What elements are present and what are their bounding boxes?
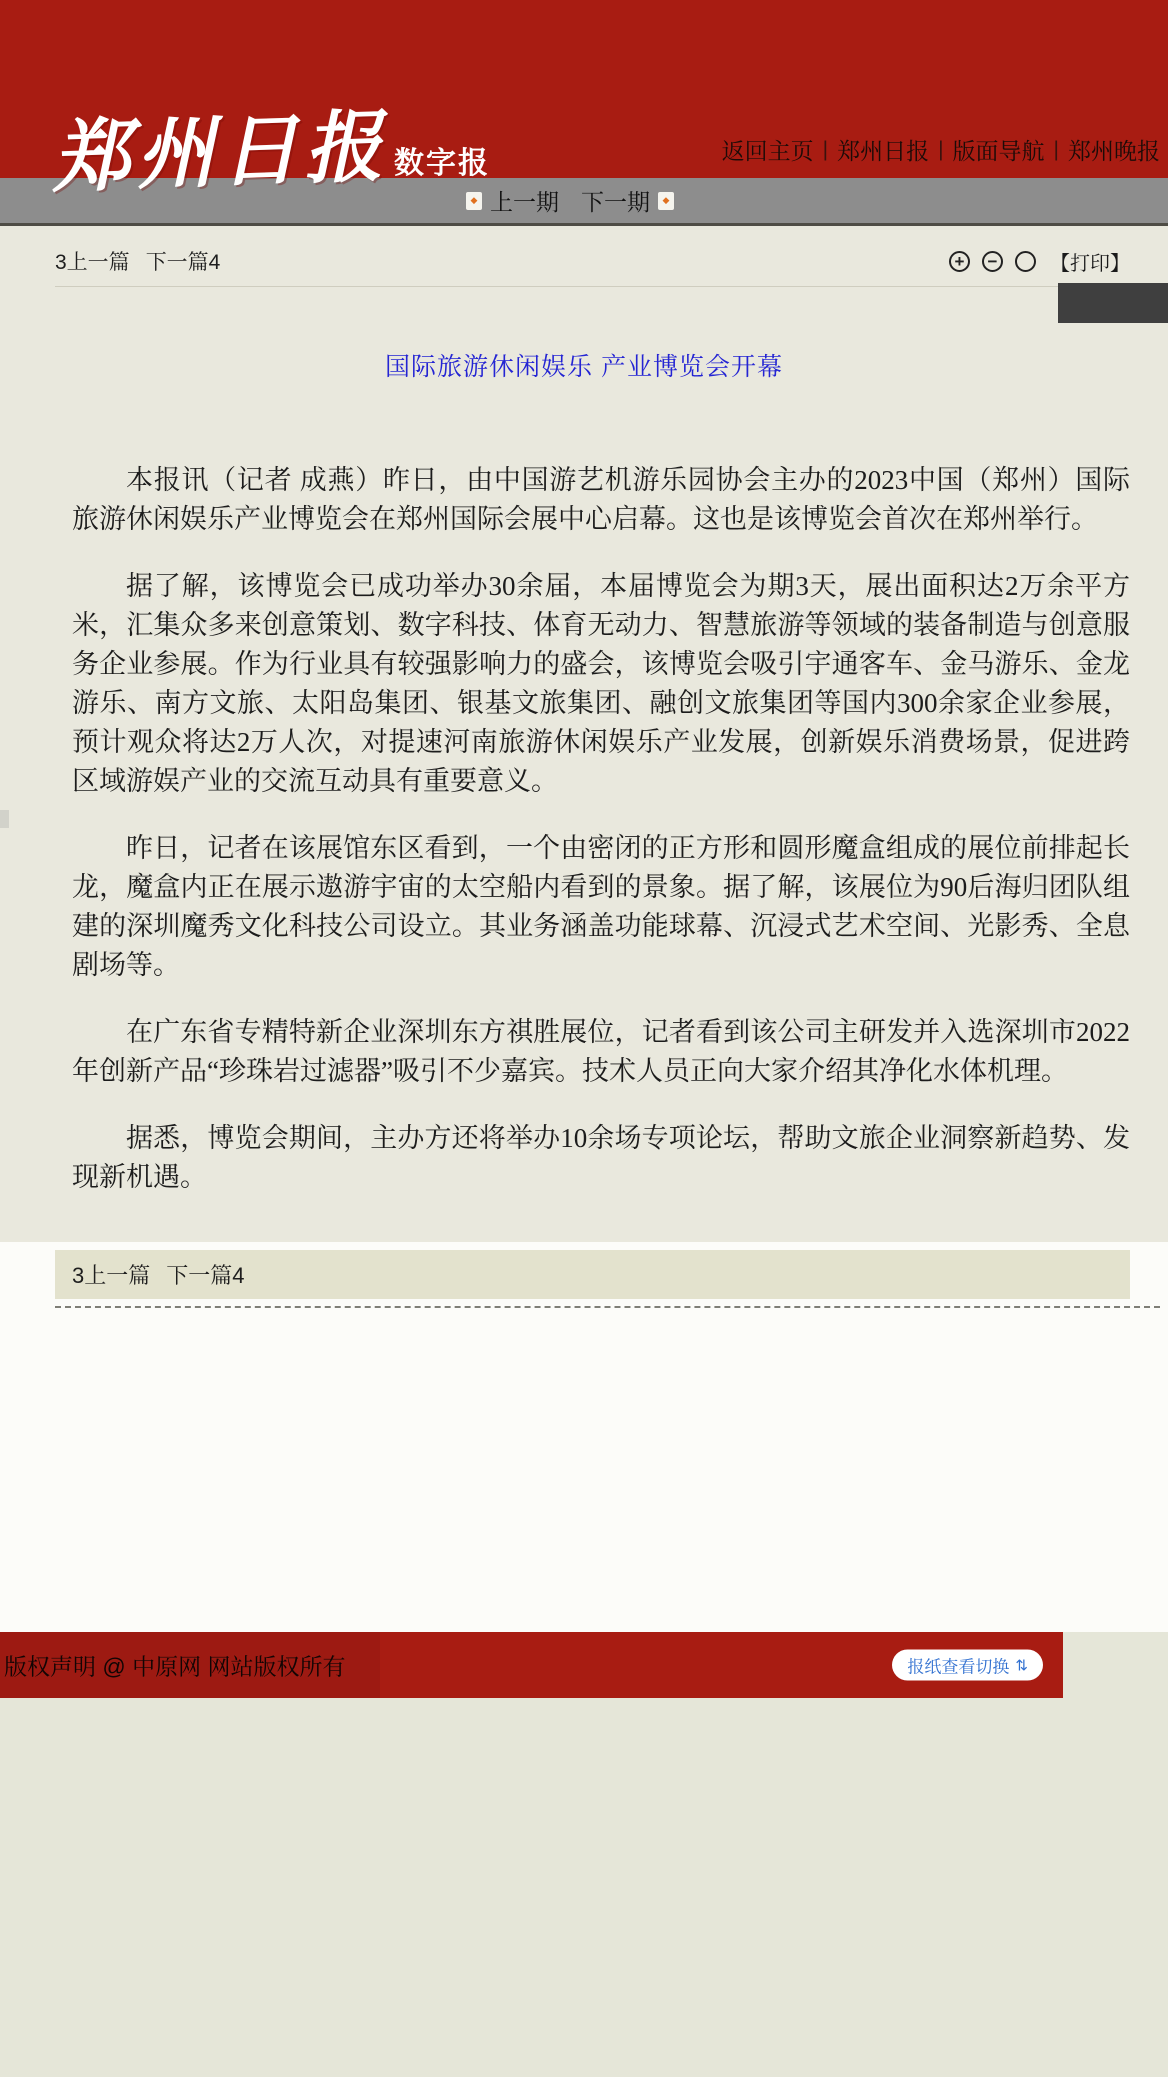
article-paragraph: 在广东省专精特新企业深圳东方祺胜展位，记者看到该公司主研发并入选深圳市2022年创新产品“珍珠岩过滤器”吸引不少嘉宾。技术人员正向大家介绍其净化水体机理。 xyxy=(72,1017,1130,1086)
article-body xyxy=(0,461,1168,1197)
nav-link-page-directory[interactable]: 版面导航 xyxy=(952,138,1045,164)
copyright-text: 版权声明 @ 中原网 网站版权所有 xyxy=(4,1653,346,1680)
zoom-in-icon[interactable]: + xyxy=(949,251,970,272)
nav-link-zhengzhou-daily[interactable]: 郑州日报 xyxy=(837,138,930,164)
digital-edition-label: 数字报 xyxy=(394,147,491,180)
nav-separator: | xyxy=(938,137,944,161)
nav-link-evening-paper[interactable]: 郑州晚报 xyxy=(1068,138,1160,164)
prev-issue-link[interactable]: 上一期 xyxy=(490,189,559,215)
article-area xyxy=(0,226,1168,1242)
footer-bar xyxy=(0,1632,1063,1698)
page-edge-tab xyxy=(0,810,9,828)
lower-zone xyxy=(0,1242,1168,1632)
toolbar-divider xyxy=(55,286,1128,287)
paper-view-switch-button[interactable] xyxy=(892,1650,1043,1681)
prev-article-link-bottom[interactable]: 3上一篇 xyxy=(72,1263,151,1288)
article-paragraph: 据了解，该博览会已成功举办30余届，本届博览会为期3天，展出面积达2万余平方米，汇集众多来创意策划、数字科技、体育无动力、智慧旅游等领域的装备制造与创意服务企业参展。作为行业具有较强影响力的盛会，该博览会吸引宇通客车、金马游乐、金龙游乐、南方文旅、太阳岛集团、银基文旅集团、融创文旅集团等国内300余家企业参展，预计观众将达2万人次，对提速河南旅游休闲娱乐产业发展，创新娱乐消费场景，促进跨区域游娱产业的交流互动具有重要意义。 xyxy=(72,571,1130,796)
dashed-divider xyxy=(55,1306,1160,1308)
next-article-link-bottom[interactable]: 下一篇4 xyxy=(166,1263,245,1288)
prev-article-link-top[interactable]: 3上一篇 xyxy=(55,251,130,274)
reset-zoom-icon[interactable] xyxy=(1015,251,1036,272)
article-paragraph: 昨日，记者在该展馆东区看到，一个由密闭的正方形和圆形魔盒组成的展位前排起长龙，魔盒内正在展示遨游宇宙的太空船内看到的景象。据了解，该展位为90后海归团队组建的深圳魔秀文化科技公司设立。其业务涵盖功能球幕、沉浸式艺术空间、光影秀、全息剧场等。 xyxy=(72,833,1130,980)
dark-panel-artifact xyxy=(1058,283,1168,323)
toolbar xyxy=(949,247,1130,276)
top-nav xyxy=(722,133,1160,166)
print-button[interactable]: 【打印】 xyxy=(1050,252,1130,275)
next-issue-link[interactable]: 下一期 xyxy=(581,189,650,215)
next-issue-icon[interactable]: ◆ xyxy=(658,192,674,210)
article-toolbar-row xyxy=(0,226,1168,286)
article-paragraph: 本报讯（记者 成燕）昨日，由中国游艺机游乐园协会主办的2023中国（郑州）国际旅游休闲娱乐产业博览会在郑州国际会展中心启幕。这也是该博览会首次在郑州举行。 xyxy=(72,465,1130,534)
article-title[interactable]: 国际旅游休闲娱乐 产业博览会开幕 xyxy=(385,353,783,381)
masthead-logo-block xyxy=(50,101,491,204)
nav-separator: | xyxy=(1053,137,1059,161)
article-paragraph: 据悉，博览会期间，主办方还将举办10余场专项论坛，帮助文旅企业洞察新趋势、发现新机遇。 xyxy=(72,1123,1130,1192)
zoom-out-icon[interactable]: − xyxy=(982,251,1003,272)
paper-view-switch-label: 报纸查看切换 xyxy=(907,1657,1010,1677)
prev-issue-icon[interactable]: ◆ xyxy=(466,192,482,210)
updown-arrow-icon: ⇅ xyxy=(1015,1657,1028,1674)
article-nav-bottom xyxy=(55,1250,1130,1299)
nav-separator: | xyxy=(822,137,829,161)
nav-link-home[interactable]: 返回主页 xyxy=(721,138,814,164)
newspaper-logo[interactable]: 郑州日报 xyxy=(50,101,390,204)
next-article-link-top[interactable]: 下一篇4 xyxy=(145,251,221,274)
article-nav-top xyxy=(55,246,220,276)
